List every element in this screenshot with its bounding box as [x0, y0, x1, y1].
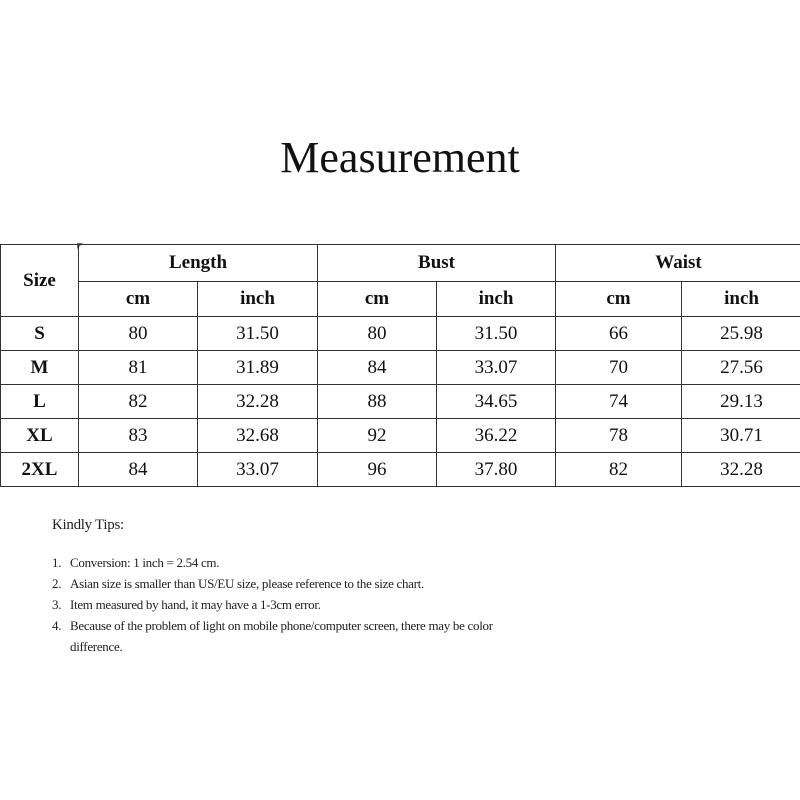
- length-group-header: Length: [79, 245, 318, 282]
- table-cell: 78: [556, 419, 682, 453]
- table-cell: 80: [79, 317, 198, 351]
- table-cell: 82: [79, 385, 198, 419]
- table-cell: 70: [556, 351, 682, 385]
- table-cell: 25.98: [682, 317, 800, 351]
- unit-header: cm: [556, 282, 682, 317]
- tip-item: [52, 615, 522, 657]
- size-label: XL: [1, 419, 79, 453]
- size-column-header: Size: [1, 245, 79, 317]
- table-cell: 34.65: [437, 385, 556, 419]
- table-cell: 32.28: [682, 453, 800, 487]
- tip-item: [52, 594, 522, 615]
- kindly-tips: [52, 517, 522, 657]
- tip-text: Item measured by hand, it may have a 1-3cm error.: [70, 597, 321, 612]
- size-chart-table: [0, 244, 800, 487]
- unit-header: cm: [318, 282, 437, 317]
- size-label: 2XL: [1, 453, 79, 487]
- tip-item: [52, 552, 522, 573]
- tip-number: 1.: [52, 555, 62, 570]
- table-cell: 33.07: [198, 453, 318, 487]
- table-cell: 36.22: [437, 419, 556, 453]
- table-cell: 31.50: [437, 317, 556, 351]
- table-cell: 31.50: [198, 317, 318, 351]
- tip-number: 2.: [52, 576, 62, 591]
- tip-text: Because of the problem of light on mobile phone/computer screen, there may be color difference.: [70, 618, 493, 654]
- unit-header: inch: [437, 282, 556, 317]
- table-cell: 66: [556, 317, 682, 351]
- table-cell: 80: [318, 317, 437, 351]
- table-cell: 27.56: [682, 351, 800, 385]
- table-cell: 84: [79, 453, 198, 487]
- table-unit-header-row: [1, 282, 800, 317]
- table-cell: 81: [79, 351, 198, 385]
- table-cell: 96: [318, 453, 437, 487]
- tip-text: Asian size is smaller than US/EU size, please reference to the size chart.: [70, 576, 424, 591]
- size-label: S: [1, 317, 79, 351]
- table-row: [1, 453, 800, 487]
- table-row: [1, 317, 800, 351]
- tip-text: Conversion: 1 inch = 2.54 cm.: [70, 555, 220, 570]
- table-group-header-row: [1, 245, 800, 282]
- unit-header: inch: [682, 282, 800, 317]
- bust-group-header: Bust: [318, 245, 556, 282]
- table-cell: 92: [318, 419, 437, 453]
- table-cell: 30.71: [682, 419, 800, 453]
- page-title: Measurement: [280, 133, 520, 182]
- tip-number: 3.: [52, 597, 62, 612]
- waist-group-header: Waist: [556, 245, 800, 282]
- table-cell: 29.13: [682, 385, 800, 419]
- unit-header: cm: [79, 282, 198, 317]
- size-label: M: [1, 351, 79, 385]
- table-cell: 33.07: [437, 351, 556, 385]
- table-cell: 32.68: [198, 419, 318, 453]
- table-cell: 83: [79, 419, 198, 453]
- table-row: [1, 419, 800, 453]
- tips-title: Kindly Tips:: [52, 517, 124, 533]
- table-cell: 31.89: [198, 351, 318, 385]
- tips-list: [52, 552, 522, 657]
- tip-number: 4.: [52, 618, 62, 633]
- table-cell: 74: [556, 385, 682, 419]
- table-cell: 82: [556, 453, 682, 487]
- table-row: [1, 385, 800, 419]
- table-cell: 32.28: [198, 385, 318, 419]
- size-label: L: [1, 385, 79, 419]
- table-cell: 84: [318, 351, 437, 385]
- table-cell: 37.80: [437, 453, 556, 487]
- tip-item: [52, 573, 522, 594]
- table-cell: 88: [318, 385, 437, 419]
- unit-header: inch: [198, 282, 318, 317]
- table-row: [1, 351, 800, 385]
